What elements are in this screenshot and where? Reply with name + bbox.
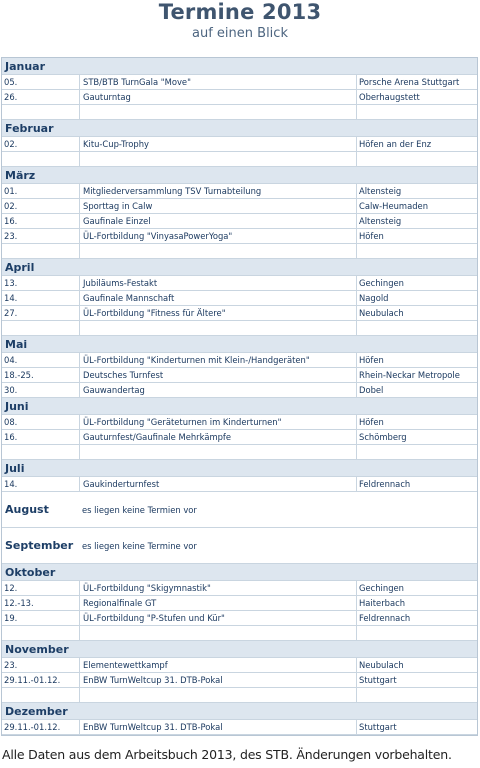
event-date — [2, 445, 80, 460]
event-name — [80, 244, 357, 259]
event-date: 29.11.-01.12. — [2, 720, 80, 735]
table-row — [2, 581, 477, 596]
event-date: 02. — [2, 137, 80, 152]
event-place: Höfen — [359, 417, 384, 427]
event-place: Calw-Heumaden — [359, 201, 429, 211]
event-name — [80, 688, 357, 703]
event-place: Stuttgart — [359, 675, 397, 685]
event-place: Höfen an der Enz — [359, 139, 432, 149]
table-row — [2, 445, 477, 460]
event-name: ÜL-Fortbildung "VinyasaPowerYoga" — [80, 229, 357, 244]
month-note-august — [2, 492, 477, 528]
event-date: 14. — [2, 291, 80, 306]
footer-note: Alle Daten aus dem Arbeitsbuch 2013, des STB. Änderungen vorbehalten. — [2, 747, 452, 762]
event-date: 23. — [2, 229, 80, 244]
event-date — [2, 244, 80, 259]
event-place: Nagold — [359, 293, 389, 303]
event-name: Sporttag in Calw — [80, 199, 357, 214]
event-place — [357, 321, 478, 336]
event-place — [357, 152, 478, 167]
event-name: Mitgliederversammlung TSV Turnabteilung — [80, 184, 357, 199]
table-row — [2, 75, 477, 90]
month-header: April — [2, 259, 477, 276]
event-name: Gaukinderturnfest — [80, 477, 357, 492]
event-name: EnBW TurnWeltcup 31. DTB-Pokal — [80, 673, 357, 688]
event-place: Schömberg — [359, 432, 407, 442]
event-place — [357, 626, 478, 641]
event-date: 23. — [2, 658, 80, 673]
table-row — [2, 596, 477, 611]
event-date — [2, 321, 80, 336]
event-name — [80, 152, 357, 167]
month-note-text: es liegen keine Termien vor — [82, 505, 197, 515]
table-row — [2, 105, 477, 120]
event-date: 19. — [2, 611, 80, 626]
month-header: März — [2, 167, 477, 184]
table-row — [2, 477, 477, 492]
event-place: Höfen — [359, 231, 384, 241]
table-row — [2, 214, 477, 229]
month-header: Mai — [2, 336, 477, 353]
month-header: Januar — [2, 58, 477, 75]
month-header: November — [2, 641, 477, 658]
event-name: Gaufinale Einzel — [80, 214, 357, 229]
event-date: 18.-25. — [2, 368, 80, 383]
event-name: Jubiläums-Festakt — [80, 276, 357, 291]
table-row — [2, 368, 477, 383]
event-date: 26. — [2, 90, 80, 105]
table-row — [2, 673, 477, 688]
event-place: Höfen — [359, 355, 384, 365]
event-place — [357, 688, 478, 703]
event-name: ÜL-Fortbildung "Skigymnastik" — [80, 581, 357, 596]
table-row — [2, 152, 477, 167]
month-header: Juni — [2, 398, 477, 415]
month-header: Dezember — [2, 703, 477, 720]
month-header: Februar — [2, 120, 477, 137]
month-name: September — [5, 539, 74, 552]
month-name: August — [5, 503, 49, 516]
event-date: 14. — [2, 477, 80, 492]
event-place: Porsche Arena Stuttgart — [359, 77, 460, 87]
event-place: Haiterbach — [359, 598, 405, 608]
event-date: 02. — [2, 199, 80, 214]
table-row — [2, 90, 477, 105]
event-name: ÜL-Fortbildung "Kinderturnen mit Klein-/Handgeräten" — [80, 353, 357, 368]
event-name: Gauturnfest/Gaufinale Mehrkämpfe — [80, 430, 357, 445]
month-header: Oktober — [2, 564, 477, 581]
table-row — [2, 199, 477, 214]
event-date: 01. — [2, 184, 80, 199]
event-name: Deutsches Turnfest — [80, 368, 357, 383]
event-name: Gaufinale Mannschaft — [80, 291, 357, 306]
event-name: ÜL-Fortbildung "Geräteturnen im Kinderturnen" — [80, 415, 357, 430]
page-subtitle: auf einen Blick — [192, 26, 288, 41]
event-date: 30. — [2, 383, 80, 398]
event-date — [2, 152, 80, 167]
schedule-table — [1, 57, 478, 736]
table-row — [2, 415, 477, 430]
event-place: Rhein-Neckar Metropole — [359, 370, 460, 380]
event-name — [80, 626, 357, 641]
event-name: ÜL-Fortbildung "Fitness für Ältere" — [80, 306, 357, 321]
month-note-september — [2, 528, 477, 564]
event-date — [2, 105, 80, 120]
event-place: Gechingen — [359, 583, 404, 593]
event-date: 13. — [2, 276, 80, 291]
event-date — [2, 626, 80, 641]
event-name: Gauwandertag — [80, 383, 357, 398]
event-name: ÜL-Fortbildung "P-Stufen und Kür" — [80, 611, 357, 626]
event-name: Kitu-Cup-Trophy — [80, 137, 357, 152]
event-place: Gechingen — [359, 278, 404, 288]
table-row — [2, 688, 477, 703]
event-date: 05. — [2, 75, 80, 90]
event-name: Gauturntag — [80, 90, 357, 105]
table-row — [2, 229, 477, 244]
event-name: STB/BTB TurnGala "Move" — [80, 75, 357, 90]
event-place: Altensteig — [359, 216, 402, 226]
month-header: Juli — [2, 460, 477, 477]
event-date: 16. — [2, 214, 80, 229]
table-row — [2, 321, 477, 336]
event-name: Elementewettkampf — [80, 658, 357, 673]
table-row — [2, 430, 477, 445]
event-date: 16. — [2, 430, 80, 445]
event-date: 12. — [2, 581, 80, 596]
event-date: 04. — [2, 353, 80, 368]
event-place: Stuttgart — [359, 722, 397, 732]
event-place: Oberhaugstett — [359, 92, 420, 102]
table-row — [2, 626, 477, 641]
event-name — [80, 105, 357, 120]
event-place: Neubulach — [359, 308, 404, 318]
table-row — [2, 306, 477, 321]
table-row — [2, 720, 477, 735]
event-place — [357, 244, 478, 259]
table-row — [2, 276, 477, 291]
event-place: Dobel — [359, 385, 384, 395]
event-place: Feldrennach — [359, 613, 411, 623]
table-row — [2, 611, 477, 626]
table-row — [2, 383, 477, 398]
event-date: 08. — [2, 415, 80, 430]
event-name: Regionalfinale GT — [80, 596, 357, 611]
event-place: Feldrennach — [359, 479, 411, 489]
table-row — [2, 658, 477, 673]
table-row — [2, 291, 477, 306]
event-place: Neubulach — [359, 660, 404, 670]
event-date: 12.-13. — [2, 596, 80, 611]
event-place — [357, 105, 478, 120]
event-name — [80, 321, 357, 336]
page-title: Termine 2013 — [158, 0, 322, 24]
event-date — [2, 688, 80, 703]
event-date: 29.11.-01.12. — [2, 673, 80, 688]
event-place: Altensteig — [359, 186, 402, 196]
event-date: 27. — [2, 306, 80, 321]
table-row — [2, 137, 477, 152]
event-name — [80, 445, 357, 460]
table-row — [2, 244, 477, 259]
month-note-text: es liegen keine Termine vor — [82, 541, 197, 551]
table-row — [2, 184, 477, 199]
table-row — [2, 353, 477, 368]
event-name: EnBW TurnWeltcup 31. DTB-Pokal — [80, 720, 357, 735]
event-place — [357, 445, 478, 460]
